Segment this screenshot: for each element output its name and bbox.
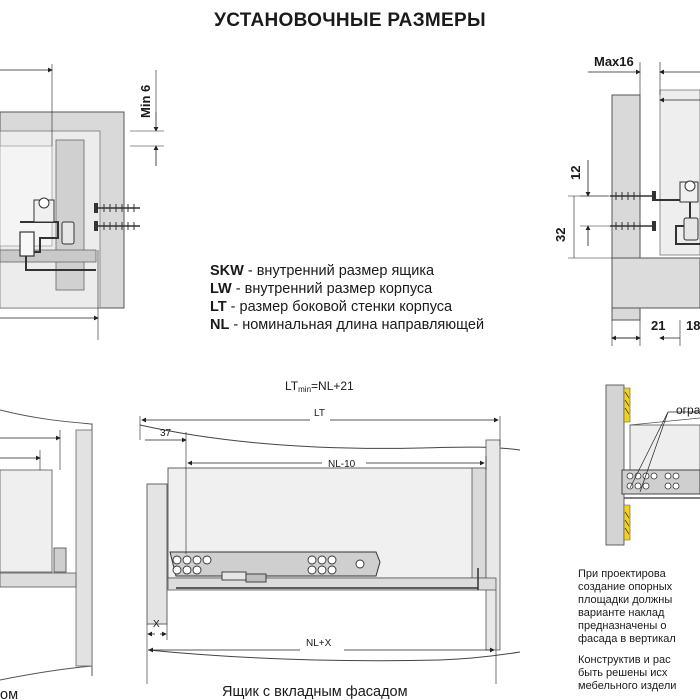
- left-caption-fragment: ом: [0, 687, 19, 700]
- formula-main: LT: [285, 379, 299, 393]
- drawer-bottom: [0, 250, 96, 262]
- min6-label: Min 6: [138, 84, 153, 118]
- runner-end: [54, 548, 66, 572]
- para-line: предназначены о: [578, 620, 667, 632]
- legend-item-lw: LW - внутренний размер корпуса: [210, 281, 433, 297]
- yellow-mark-top: [624, 388, 630, 422]
- catch-wheel: [39, 198, 49, 208]
- cabinet-side: [76, 430, 92, 666]
- runner-bracket: [20, 232, 34, 256]
- facade-panel: [606, 385, 624, 545]
- middle-caption: Ящик с вкладным фасадом: [222, 684, 408, 700]
- dim-lt-label: LT: [314, 408, 325, 419]
- para-line: Конструктив и рас: [578, 654, 671, 666]
- drawer-side-inner: [0, 146, 52, 246]
- cabinet-outline-top: [140, 425, 520, 450]
- legend-item-nl: NL - номинальная длина направляющей: [210, 317, 485, 333]
- legend-item-skw: SKW - внутренний размер ящика: [210, 263, 435, 279]
- legend-item-lt: LT - размер боковой стенки корпуса: [210, 299, 453, 315]
- bottom-left-side-view: [0, 410, 92, 680]
- dim-nlx-label: NL+X: [306, 638, 332, 649]
- dim-nl10-label: NL-10: [328, 459, 356, 470]
- drawer-bottom: [0, 573, 76, 587]
- dim-18-label: 18: [686, 318, 700, 333]
- formula-sub: min: [298, 385, 312, 394]
- runner-plate: [170, 552, 380, 576]
- para-line: варианте наклад: [578, 607, 665, 619]
- legend: [210, 262, 484, 334]
- facade: [147, 484, 167, 624]
- dim-x-label: X: [153, 619, 160, 630]
- para-line: фасада в вертикал: [578, 633, 676, 645]
- formula-tail: =NL+21: [311, 379, 354, 393]
- para-line: При проектирова: [578, 568, 666, 580]
- para-line: мебельного издели: [578, 680, 677, 692]
- drawer-side: [56, 140, 84, 290]
- runner-catch-body: [246, 574, 266, 582]
- right-paragraph-2: [578, 654, 700, 693]
- dim-12-label: 12: [568, 165, 583, 180]
- dim-21-label: 21: [651, 318, 666, 333]
- clip: [684, 218, 698, 240]
- para-line: создание опорных: [578, 581, 673, 593]
- catch-wheel: [685, 181, 695, 191]
- runner-plate: [622, 470, 700, 494]
- page-title: УСТАНОВОЧНЫЕ РАЗМЕРЫ: [214, 10, 486, 31]
- cabinet-outline-bottom: [148, 650, 520, 661]
- dim-32-label: 32: [553, 227, 568, 242]
- para-line: быть решены исх: [578, 667, 668, 679]
- right-paragraph-1: [578, 568, 700, 646]
- drawer-back: [472, 468, 486, 578]
- runner-catch: [222, 572, 246, 580]
- para-line: площадки должны: [578, 594, 673, 606]
- dim-37-label: 37: [160, 428, 172, 439]
- drawer-box: [0, 470, 52, 572]
- right-label-fragment: огра: [676, 403, 700, 417]
- cabinet-panel: [612, 258, 700, 308]
- clip: [62, 222, 74, 244]
- top-right-section: [568, 62, 700, 346]
- cabinet-back: [486, 440, 500, 650]
- max16-label: Max16: [594, 54, 634, 69]
- formula-label: [285, 379, 354, 394]
